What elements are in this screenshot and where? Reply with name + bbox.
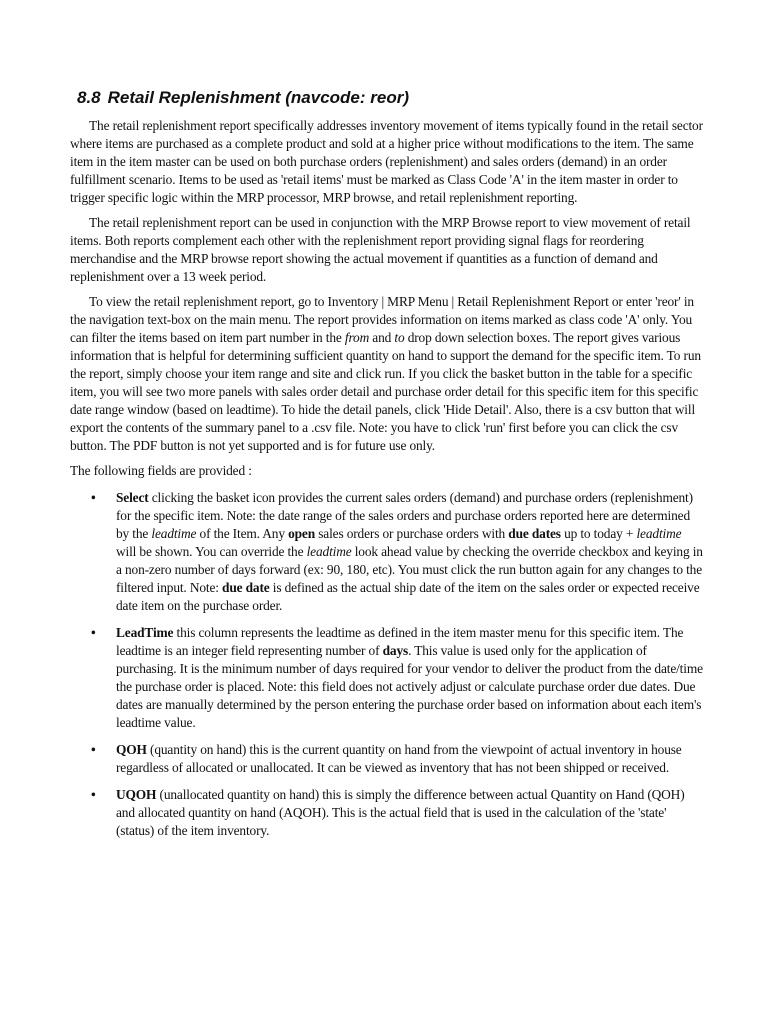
field-text: of the Item. Any [196,526,289,541]
fields-list [70,489,704,840]
field-bold: due date [222,580,270,595]
field-text: will be shown. You can override the [116,544,307,559]
to-term: to [394,330,405,345]
field-italic: leadtime [151,526,197,541]
field-text: up to today + [560,526,637,541]
bullet-icon: • [91,490,96,505]
section-heading [77,88,409,108]
field-text: (unallocated quantity on hand) this is simply the difference between actual Quantity on Hand (QOH) and allocated quantity on hand (AQOH). This is the actual field that is used in the calculation of the 'state' (status) of the item inventory. [116,787,685,838]
paragraph-how-to-view [70,293,704,455]
field-item-qoh [70,741,704,777]
fields-intro: The following fields are provided : [70,463,252,478]
document-body [70,117,704,849]
paragraph-intro: The retail replenishment report specifically addresses inventory movement of items typically found in the retail sector where items are purchased as a complete product and sold at a higher price without modifications to the item. The same item in the item master can be used on both purchase orders (replenishment) and sales orders (demand) in an order fulfillment scenario. Items to be used as 'retail items' must be marked as Class Code 'A' in the item master in order to trigger specific logic within the MRP processor, MRP browse, and retail replenishment reporting. [70,118,703,205]
field-italic: leadtime [636,526,682,541]
field-text: look ahead value by checking the override checkbox and keying in a non-zero number of days forward (ex: 90, 180, etc). You must click the run button again for any changes to the filtered input. Note: [116,544,703,595]
field-term: QOH [116,742,147,757]
field-text: is defined as the actual ship date of the item on the sales order or expected receive date item on the purchase order. [116,580,700,613]
field-bold: days [382,643,409,658]
section-number: 8.8 [77,88,101,107]
bullet-icon: • [91,625,96,640]
field-term: Select [116,490,149,505]
field-bold: open [288,526,316,541]
bullet-icon: • [91,742,96,757]
field-text: clicking the basket icon provides the current sales orders (demand) and purchase orders (replenishment) for the specific item. Note: the date range of the sales orders and purchase orders reported here are determined by the [116,490,693,541]
field-term: UQOH [116,787,157,802]
field-bold: due dates [508,526,561,541]
field-text: sales orders or purchase orders with [315,526,509,541]
paragraph-text: To view the retail replenishment report, go to Inventory | MRP Menu | Retail Replenishment Report or enter 'reor' in the navigation text-box on the main menu. The report provides information on items marked as class code 'A' only. You can filter the items based on item part number in the [70,294,694,345]
paragraph-text: and [369,330,395,345]
from-term: from [344,330,370,345]
field-item-leadtime [70,624,704,732]
field-text: . This value is used only for the application of purchasing. It is the minimum number of days required for your vendor to deliver the product from the date/time the purchase order is placed. Note: this field does not actively adjust or calculate purchase order due dates. Due dates are manually determined by the person entering the purchase order based on information about each item's leadtime value. [116,643,703,730]
field-text: (quantity on hand) this is the current quantity on hand from the viewpoint of actual inventory in house regardless of allocated or unallocated. It can be viewed as inventory that has not been shipped or received. [116,742,682,775]
field-italic: leadtime [306,544,352,559]
field-item-uqoh [70,786,704,840]
section-title: Retail Replenishment (navcode: reor) [107,88,409,107]
paragraph-mrp-browse: The retail replenishment report can be used in conjunction with the MRP Browse report to view movement of retail items. Both reports complement each other with the replenishment report providing signal flags for reordering merchandise and the MRP browse report showing the actual movement if quantities as a function of demand and replenishment over a 13 week period. [70,215,691,284]
field-term: LeadTime [116,625,174,640]
field-item-select [70,489,704,615]
bullet-icon: • [91,787,96,802]
field-text: this column represents the leadtime as defined in the item master menu for this specific item. The leadtime is an integer field representing number of [116,625,684,658]
paragraph-text: drop down selection boxes. The report gives various information that is helpful for determining sufficient quantity on hand to support the demand for the specific item. To run the report, simply choose your item range and site and click run. If you click the basket button in the table for a specific item, you will see two more panels with sales order detail and purchase order detail for this specific item for this specific date range window (based on leadtime). To hide the detail panels, click 'Hide Detail'. Also, there is a csv button that will export the contents of the summary panel to a .csv file. Note: you have to click 'run' first before you can click the csv button. The PDF button is not yet supported and is for future use only. [70,330,701,453]
